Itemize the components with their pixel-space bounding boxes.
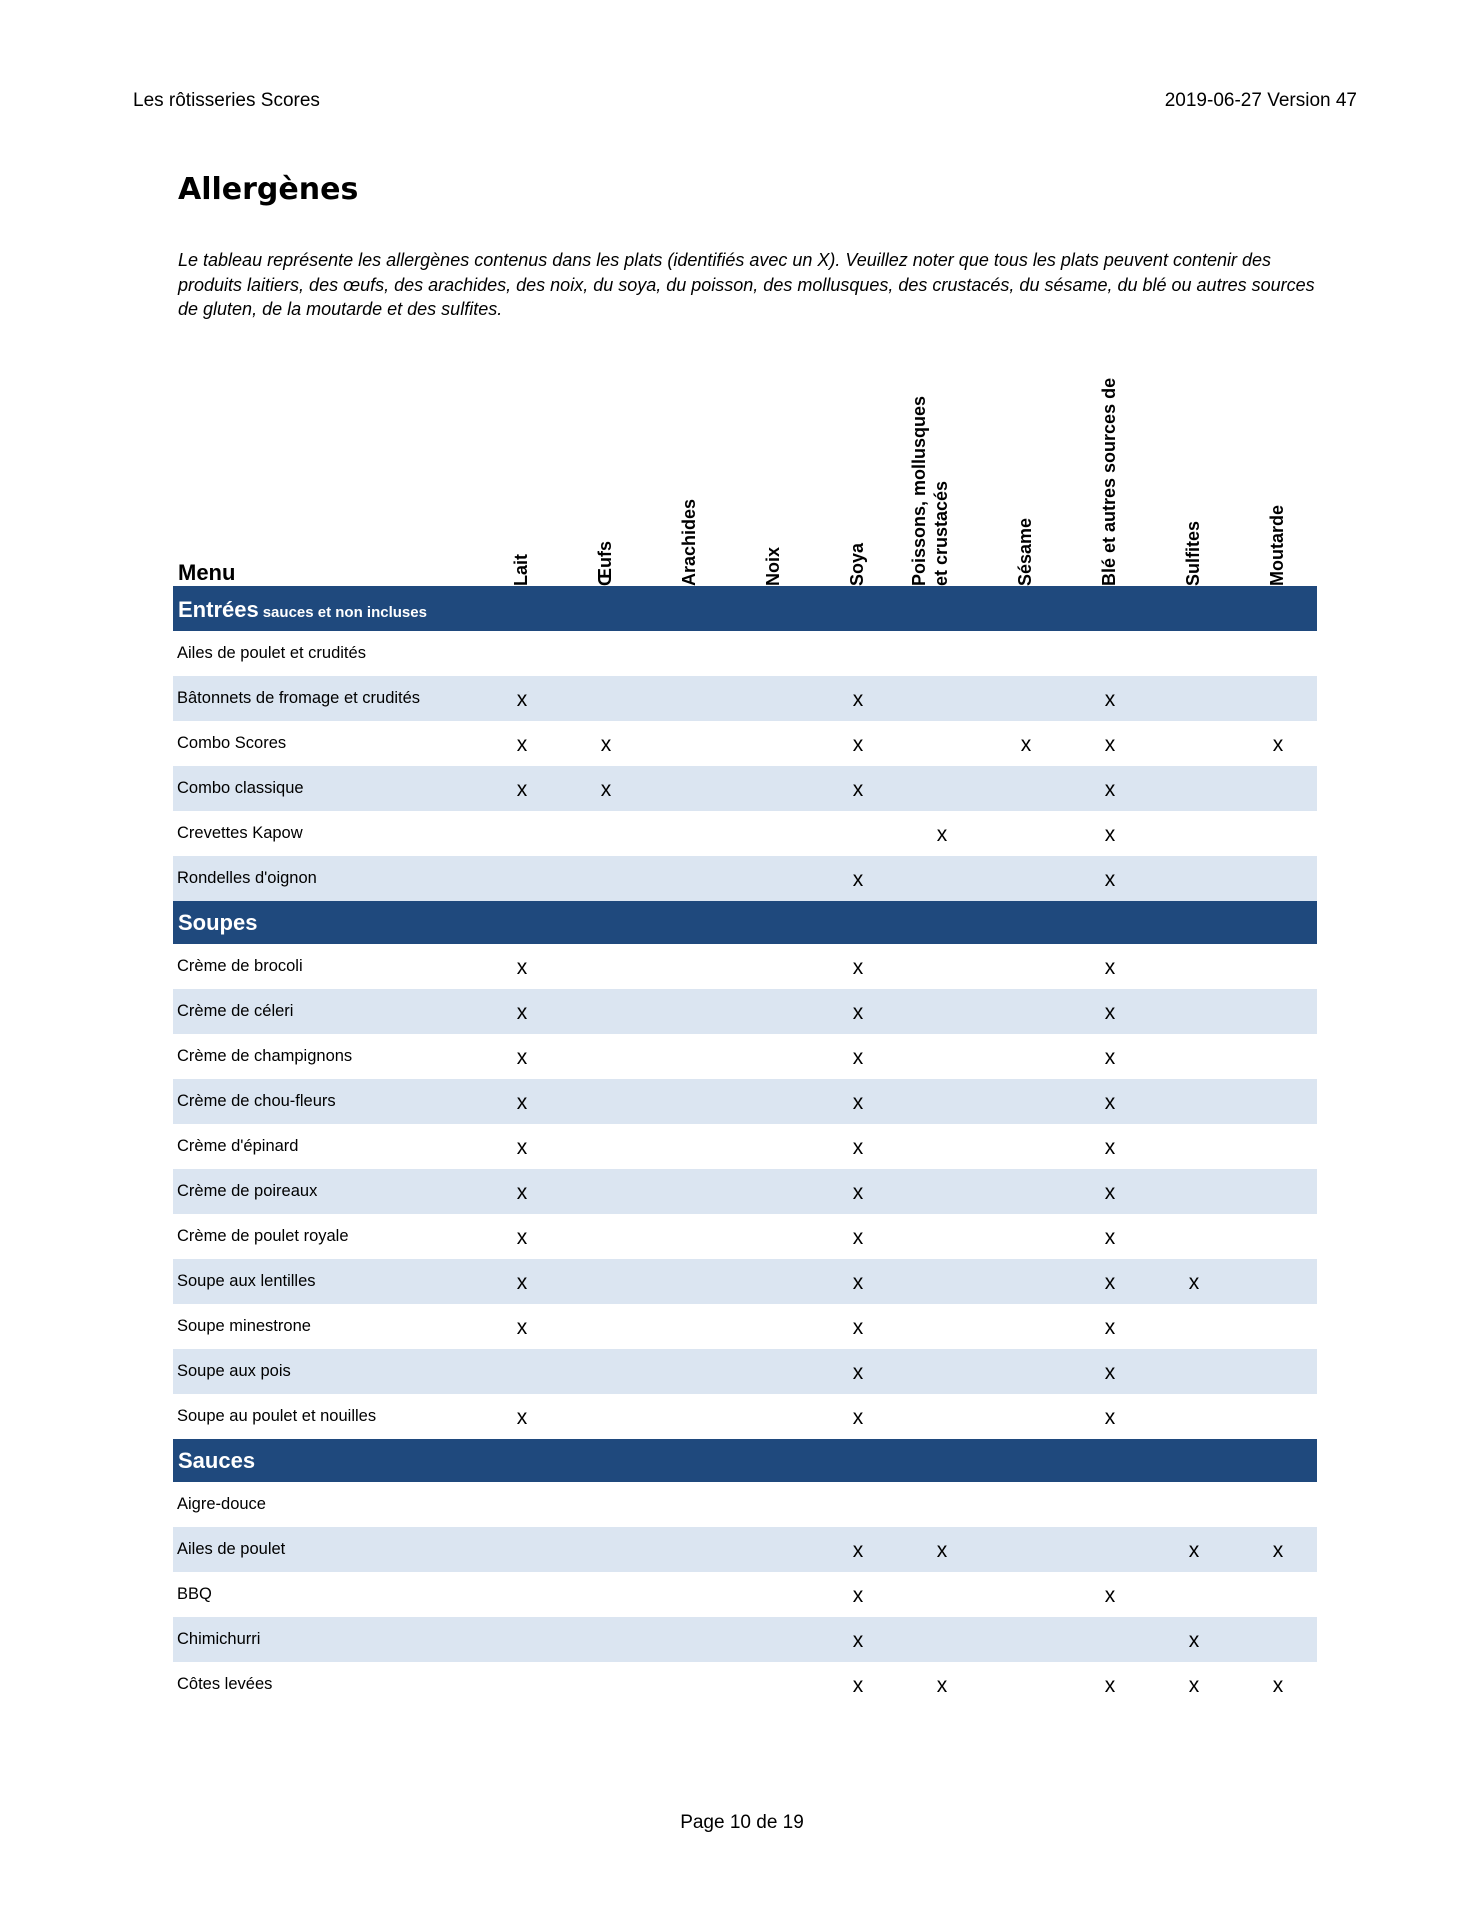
page-header	[133, 90, 1357, 116]
header-restaurant-name: Les rôtisseries Scores	[133, 90, 320, 111]
allergen-mark: x	[1104, 1136, 1116, 1159]
allergen-mark: x	[1104, 1091, 1116, 1114]
allergen-mark: x	[1104, 778, 1116, 801]
menu-item-name: Bâtonnets de fromage et crudités	[177, 689, 421, 707]
menu-item-name: Combo Scores	[177, 734, 287, 752]
allergen-mark: x	[1104, 1674, 1116, 1697]
allergen-column-label: Moutarde	[1267, 505, 1287, 586]
menu-item-name: Crème de brocoli	[177, 957, 303, 975]
allergen-column-label: Soya	[847, 542, 867, 586]
table-body	[173, 588, 1317, 1707]
allergen-mark: x	[1188, 1271, 1200, 1294]
allergen-mark: x	[936, 823, 948, 846]
allergen-column-header	[564, 340, 648, 586]
section-header-row	[173, 1439, 1317, 1482]
allergen-mark: x	[1104, 733, 1116, 756]
allergen-column-header	[984, 340, 1068, 586]
section-header-row	[173, 588, 1317, 631]
allergen-mark: x	[852, 1316, 864, 1339]
section-header-row	[173, 901, 1317, 944]
allergen-mark: x	[1104, 1001, 1116, 1024]
menu-item-name: Chimichurri	[177, 1630, 261, 1648]
menu-item-name: Soupe au poulet et nouilles	[177, 1407, 377, 1425]
menu-item-name: Crème de céleri	[177, 1002, 294, 1020]
allergen-mark: x	[1020, 733, 1032, 756]
allergen-mark: x	[516, 1091, 528, 1114]
allergen-mark: x	[516, 733, 528, 756]
allergen-column-header	[732, 340, 816, 586]
allergen-mark: x	[1272, 733, 1284, 756]
menu-item-name: Crème d'épinard	[177, 1137, 299, 1155]
allergen-mark: x	[852, 1091, 864, 1114]
allergen-mark: x	[1188, 1629, 1200, 1652]
allergen-mark: x	[936, 1674, 948, 1697]
menu-item-name: Aigre-douce	[177, 1495, 266, 1513]
allergen-column-label: Arachides	[679, 498, 699, 586]
table-row	[173, 1617, 1317, 1662]
allergen-table	[173, 340, 1317, 1707]
menu-item-name: Crème de champignons	[177, 1047, 353, 1065]
allergen-column-label: Poissons, mollusques et crustacés	[909, 395, 951, 586]
table-row	[173, 1169, 1317, 1214]
allergen-mark: x	[516, 1226, 528, 1249]
section-subtitle: sauces et non incluses	[262, 604, 427, 621]
allergen-mark: x	[852, 956, 864, 979]
allergen-mark: x	[852, 1001, 864, 1024]
allergen-mark: x	[600, 778, 612, 801]
allergen-column-header	[1152, 340, 1236, 586]
allergen-mark: x	[852, 1629, 864, 1652]
allergen-mark: x	[1272, 1539, 1284, 1562]
allergen-mark: x	[516, 1001, 528, 1024]
table-row	[173, 721, 1317, 766]
allergen-mark: x	[516, 956, 528, 979]
allergen-mark: x	[516, 1181, 528, 1204]
section-title: Entrées	[178, 597, 259, 622]
allergen-mark: x	[852, 1136, 864, 1159]
table-row	[173, 944, 1317, 989]
header-date-version: 2019-06-27 Version 47	[1164, 90, 1357, 111]
menu-item-name: Soupe aux pois	[177, 1362, 291, 1380]
allergen-mark: x	[1104, 1316, 1116, 1339]
menu-item-name: BBQ	[177, 1585, 212, 1603]
table-row	[173, 631, 1317, 676]
allergen-mark: x	[1188, 1674, 1200, 1697]
allergen-mark: x	[852, 868, 864, 891]
allergen-column-label: Noix	[763, 546, 783, 586]
allergen-mark: x	[516, 1271, 528, 1294]
table-row	[173, 766, 1317, 811]
menu-item-name: Crème de chou-fleurs	[177, 1092, 336, 1110]
table-row	[173, 811, 1317, 856]
allergen-mark: x	[516, 688, 528, 711]
page-title: Allergènes	[178, 172, 359, 207]
allergen-column-label: Sésame	[1015, 517, 1035, 586]
table-row	[173, 1259, 1317, 1304]
allergen-column-header	[1236, 340, 1320, 586]
table-row	[173, 1662, 1317, 1707]
allergen-mark: x	[1104, 1271, 1116, 1294]
table-row	[173, 1034, 1317, 1079]
menu-item-name: Rondelles d'oignon	[177, 869, 317, 887]
menu-item-name: Côtes levées	[177, 1675, 273, 1693]
allergen-mark: x	[1104, 688, 1116, 711]
allergen-mark: x	[852, 778, 864, 801]
allergen-mark: x	[936, 1539, 948, 1562]
allergen-mark: x	[516, 1316, 528, 1339]
allergen-mark: x	[852, 1226, 864, 1249]
allergen-mark: x	[600, 733, 612, 756]
allergen-mark: x	[516, 1136, 528, 1159]
table-row	[173, 1482, 1317, 1527]
menu-item-name: Crème de poulet royale	[177, 1227, 349, 1245]
allergen-mark: x	[1104, 1226, 1116, 1249]
allergen-mark: x	[1104, 868, 1116, 891]
table-row	[173, 1124, 1317, 1169]
table-row	[173, 1349, 1317, 1394]
allergen-column-header	[816, 340, 900, 586]
menu-item-name: Crème de poireaux	[177, 1182, 318, 1200]
section-title: Sauces	[178, 1448, 256, 1473]
menu-column-header: Menu	[178, 560, 236, 585]
section-title: Soupes	[178, 910, 258, 935]
allergen-mark: x	[852, 688, 864, 711]
allergen-mark: x	[852, 1361, 864, 1384]
allergen-mark: x	[852, 1674, 864, 1697]
allergen-mark: x	[852, 1406, 864, 1429]
allergen-mark: x	[516, 778, 528, 801]
table-row	[173, 676, 1317, 721]
allergen-mark: x	[516, 1046, 528, 1069]
allergen-mark: x	[852, 1539, 864, 1562]
menu-item-name: Soupe aux lentilles	[177, 1272, 316, 1290]
table-row	[173, 1214, 1317, 1259]
allergen-column-label: Blé et autres sources de	[1099, 377, 1119, 586]
allergen-column-label: Lait	[511, 553, 531, 586]
menu-item-name: Ailes de poulet	[177, 1540, 286, 1558]
menu-item-name: Combo classique	[177, 779, 304, 797]
intro-paragraph: Le tableau représente les allergènes contenus dans les plats (identifiés avec un X). Veuillez noter que tous les plats peuvent contenir des produits laitiers, des œufs, des arachides, des noix, du soya, du poisson, des mollusques, des crustacés, du sésame, du blé ou autres sources de gluten, de la moutarde et des sulfites.	[178, 250, 1315, 319]
allergen-mark: x	[1188, 1539, 1200, 1562]
table-row	[173, 989, 1317, 1034]
table-row	[173, 1079, 1317, 1124]
allergen-mark: x	[1104, 1361, 1116, 1384]
allergen-mark: x	[852, 1271, 864, 1294]
table-row	[173, 856, 1317, 901]
column-header-row	[173, 340, 1317, 586]
allergen-mark: x	[1104, 1406, 1116, 1429]
allergen-mark: x	[1104, 823, 1116, 846]
table-row	[173, 1394, 1317, 1439]
allergen-mark: x	[1104, 956, 1116, 979]
allergen-mark: x	[852, 1181, 864, 1204]
allergen-mark: x	[1104, 1584, 1116, 1607]
menu-item-name: Ailes de poulet et crudités	[177, 644, 366, 662]
allergen-mark: x	[516, 1406, 528, 1429]
menu-item-name: Crevettes Kapow	[177, 824, 303, 842]
allergen-column-label: Sulfites	[1183, 520, 1203, 586]
allergen-column-header	[1068, 340, 1152, 586]
table-row	[173, 1572, 1317, 1617]
allergen-column-header	[900, 340, 984, 586]
page-number: Page 10 de 19	[680, 1812, 804, 1833]
allergen-mark: x	[1272, 1674, 1284, 1697]
allergen-mark: x	[1104, 1181, 1116, 1204]
table-row	[173, 1304, 1317, 1349]
table-row	[173, 1527, 1317, 1572]
allergen-column-header	[480, 340, 564, 586]
allergen-mark: x	[852, 733, 864, 756]
allergen-mark: x	[852, 1046, 864, 1069]
menu-item-name: Soupe minestrone	[177, 1317, 311, 1335]
allergen-mark: x	[852, 1584, 864, 1607]
allergen-column-header	[648, 340, 732, 586]
allergen-mark: x	[1104, 1046, 1116, 1069]
allergen-column-label: Œufs	[595, 541, 615, 586]
